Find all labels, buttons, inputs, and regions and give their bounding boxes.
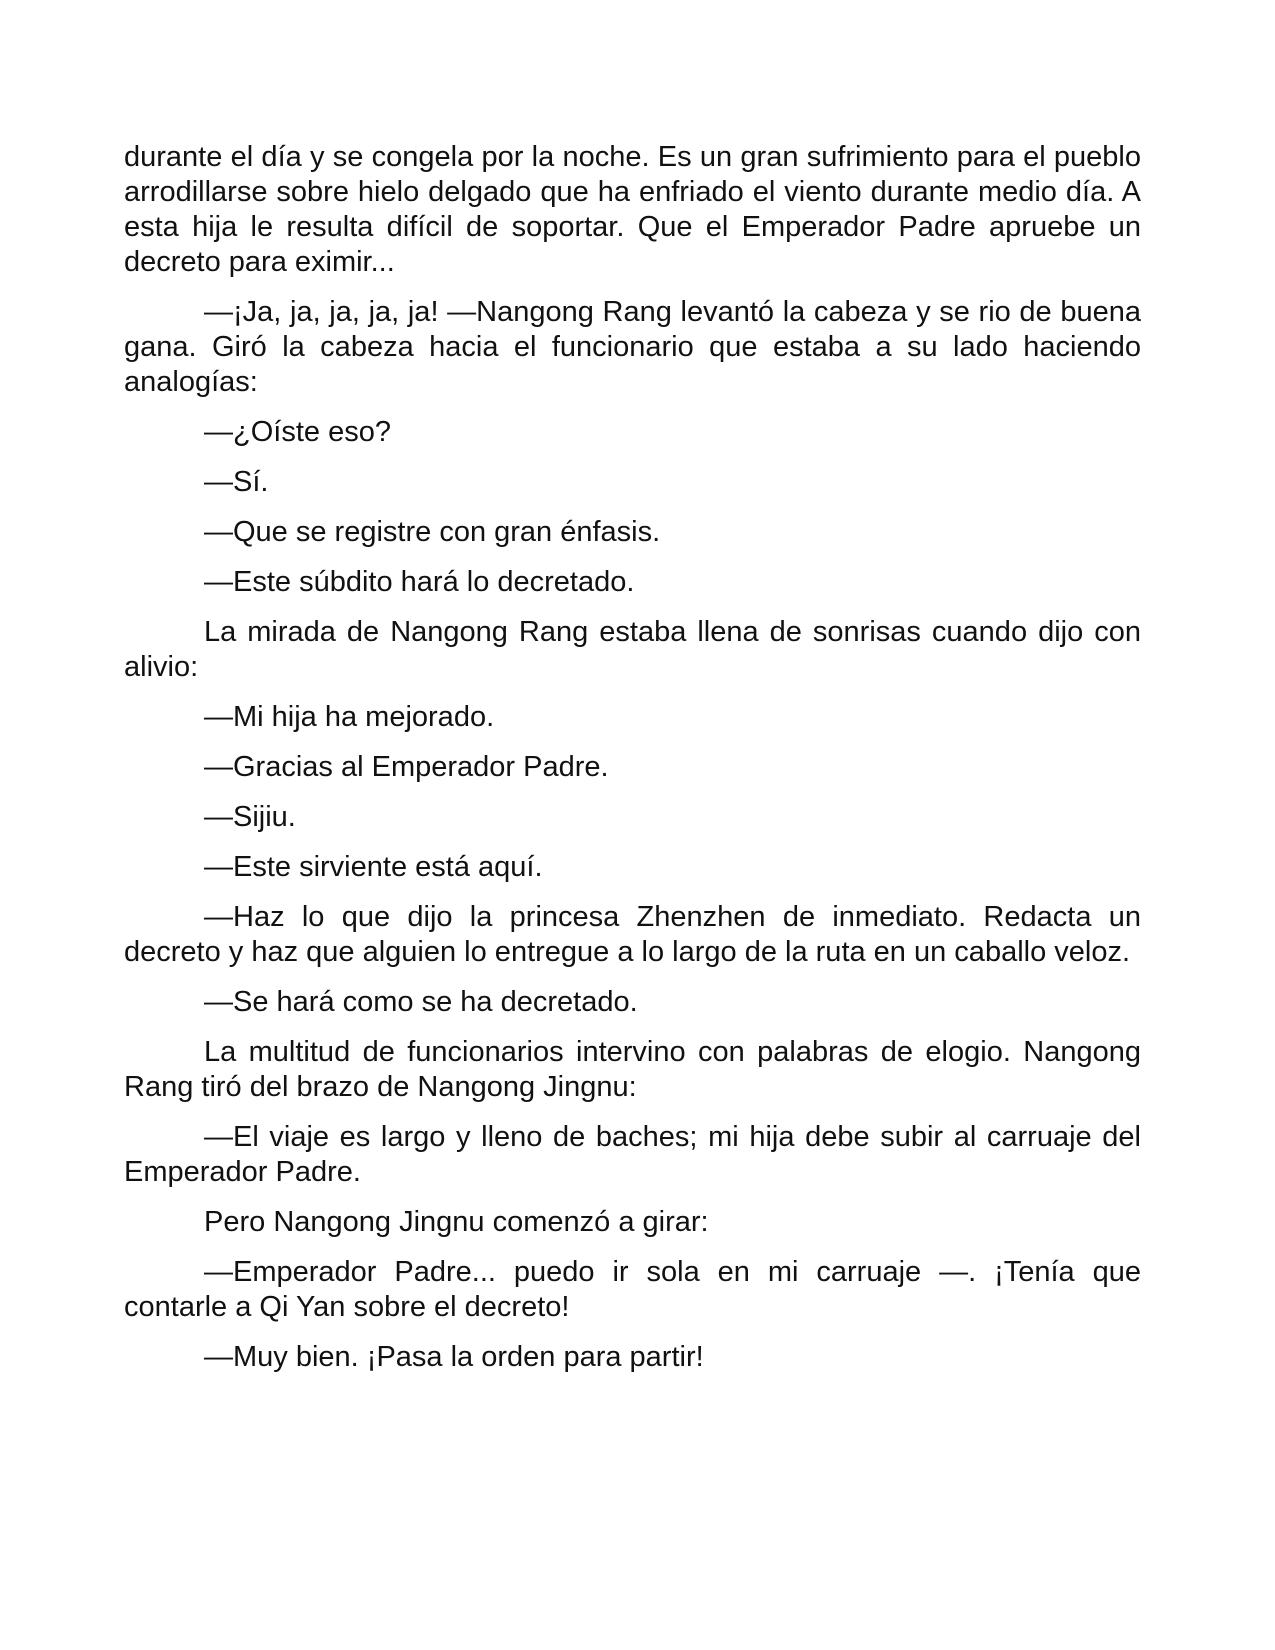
paragraph: —¡Ja, ja, ja, ja, ja! —Nangong Rang levantó la cabeza y se rio de buena gana. Giró la cabeza hacia el funcionario que estaba a su lado haciendo analogías:: [124, 296, 1141, 398]
paragraph: —Se hará como se ha decretado.: [204, 986, 638, 1018]
paragraph: —¿Oíste eso?: [204, 416, 391, 448]
paragraph: —Este sirviente está aquí.: [204, 851, 543, 883]
paragraph: —Emperador Padre... puedo ir sola en mi carruaje —. ¡Tenía que contarle a Qi Yan sobre el decreto!: [124, 1256, 1141, 1323]
paragraph: —Haz lo que dijo la princesa Zhenzhen de inmediato. Redacta un decreto y haz que alguien lo entregue a lo largo de la ruta en un caballo veloz.: [124, 901, 1141, 968]
document-page: [124, 140, 1141, 1390]
paragraph: La mirada de Nangong Rang estaba llena de sonrisas cuando dijo con alivio:: [124, 616, 1141, 683]
paragraph: —El viaje es largo y lleno de baches; mi hija debe subir al carruaje del Emperador Padre.: [124, 1121, 1141, 1188]
paragraph: Pero Nangong Jingnu comenzó a girar:: [204, 1206, 709, 1238]
paragraph: —Muy bien. ¡Pasa la orden para partir!: [204, 1341, 704, 1373]
paragraph: —Gracias al Emperador Padre.: [204, 751, 609, 783]
paragraph: —Mi hija ha mejorado.: [204, 701, 495, 733]
paragraph: —Sijiu.: [204, 801, 296, 833]
paragraph: durante el día y se congela por la noche. Es un gran sufrimiento para el pueblo arrodillarse sobre hielo delgado que ha enfriado el viento durante medio día. A esta hija le resulta difícil de soportar. Que el Emperador Padre apruebe un decreto para eximir...: [124, 141, 1141, 278]
paragraph: La multitud de funcionarios intervino con palabras de elogio. Nangong Rang tiró del brazo de Nangong Jingnu:: [124, 1036, 1141, 1103]
paragraph: —Que se registre con gran énfasis.: [204, 516, 661, 548]
paragraph: —Sí.: [204, 466, 269, 498]
paragraph: —Este súbdito hará lo decretado.: [204, 566, 635, 598]
